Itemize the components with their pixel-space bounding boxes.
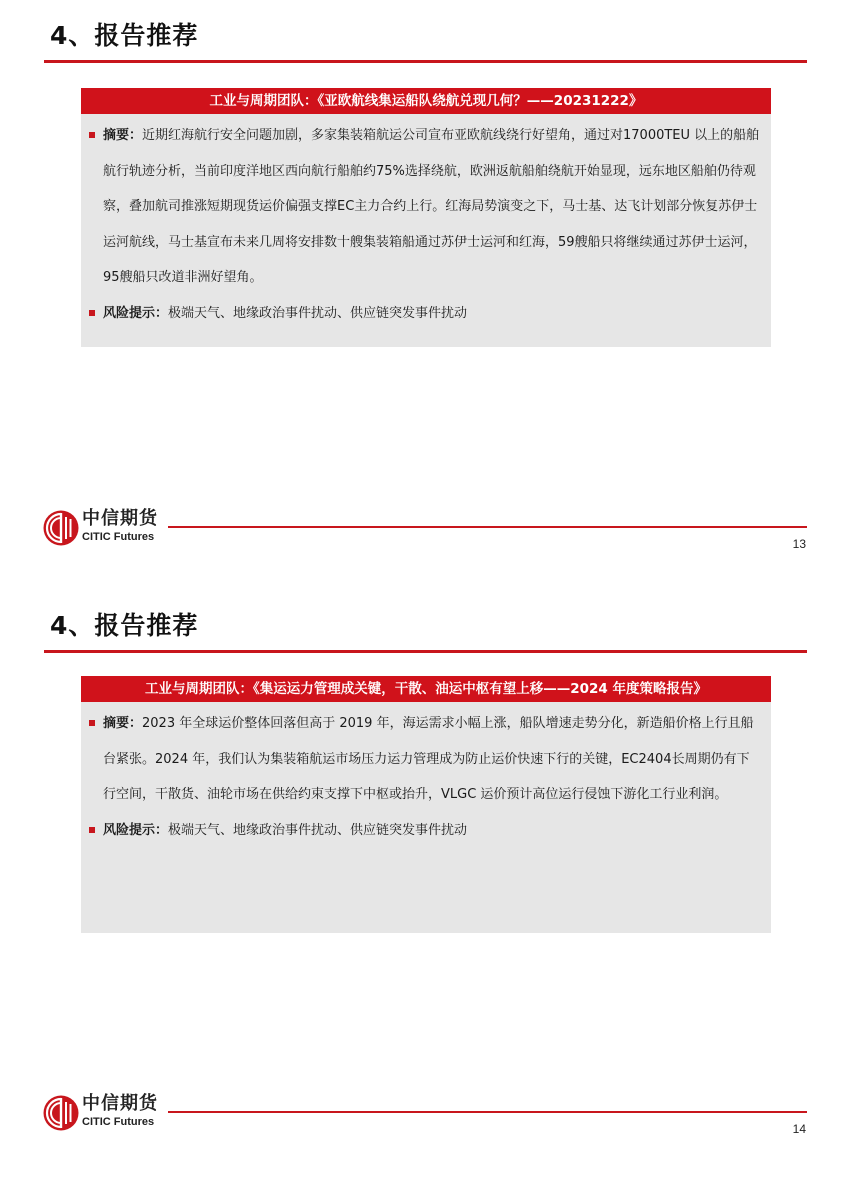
title-divider <box>44 650 807 653</box>
risk-paragraph <box>91 296 761 332</box>
logo-en-text: CITIC Futures <box>82 1116 155 1128</box>
summary-text: 2023 年全球运价整体回落但高于 2019 年，海运需求小幅上涨，船队增速走势分化，新造船价格上行且船台紧张。2024 年，我们认为集装箱航运市场压力运力管理成为防止运价快速下行的关键，EC2404长周期仍有下行空间，干散货、油轮市场在供给约束支撑下中枢或抬升，VLGC 运价预计高位运行侵蚀下游化工行业利润。 <box>103 716 754 802</box>
report-card <box>81 676 771 933</box>
report-page-14 <box>0 590 846 1180</box>
logo-cn-text: 中信期货 <box>82 1093 158 1114</box>
risk-paragraph <box>91 813 761 849</box>
page-number: 14 <box>792 1122 806 1136</box>
square-bullet-icon <box>89 827 95 833</box>
report-card-body <box>81 702 771 848</box>
square-bullet-icon <box>89 720 95 726</box>
summary-paragraph <box>91 706 761 813</box>
summary-label: 摘要： <box>103 716 143 731</box>
risk-text: 极端天气、地缘政治事件扰动、供应链突发事件扰动 <box>168 822 468 838</box>
citic-logo-icon <box>42 509 80 547</box>
citic-logo <box>42 1093 172 1133</box>
risk-label: 风险提示： <box>103 822 169 838</box>
risk-text: 极端天气、地缘政治事件扰动、供应链突发事件扰动 <box>168 305 468 321</box>
report-card <box>81 88 771 347</box>
summary-label: 摘要： <box>103 128 143 143</box>
footer-divider <box>168 526 807 528</box>
report-card-header: 工业与周期团队：《集运运力管理成关键，干散、油运中枢有望上移——2024 年度策略报告》 <box>81 676 771 702</box>
risk-label: 风险提示： <box>103 305 169 321</box>
logo-cn-text: 中信期货 <box>82 508 158 529</box>
square-bullet-icon <box>89 132 95 138</box>
page-title: 4、报告推荐 <box>50 21 199 50</box>
summary-paragraph <box>91 118 761 296</box>
summary-text: 近期红海航行安全问题加剧，多家集装箱航运公司宣布亚欧航线绕行好望角，通过对17000TEU 以上的船舶航行轨迹分析，当前印度洋地区西向航行船舶约75%选择绕航，欧洲返航船舶绕航开始显现，远东地区船舶仍待观察，叠加航司推涨短期现货运价偏强支撑EC主力合约上行。红海局势演变之下，马士基、达飞计划部分恢复苏伊士运河航线，马士基宣布未来几周将安排数十艘集装箱船通过苏伊士运河和红海，59艘船只将继续通过苏伊士运河，95艘船只改道非洲好望角。 <box>103 128 760 285</box>
page-title: 4、报告推荐 <box>50 611 199 640</box>
logo-en-text: CITIC Futures <box>82 531 155 543</box>
citic-logo <box>42 508 172 548</box>
title-divider <box>44 60 807 63</box>
report-card-header: 工业与周期团队：《亚欧航线集运船队绕航兑现几何？——20231222》 <box>81 88 771 114</box>
citic-logo-icon <box>42 1094 80 1132</box>
page-number: 13 <box>792 537 806 551</box>
footer-divider <box>168 1111 807 1113</box>
square-bullet-icon <box>89 310 95 316</box>
report-card-body <box>81 114 771 331</box>
